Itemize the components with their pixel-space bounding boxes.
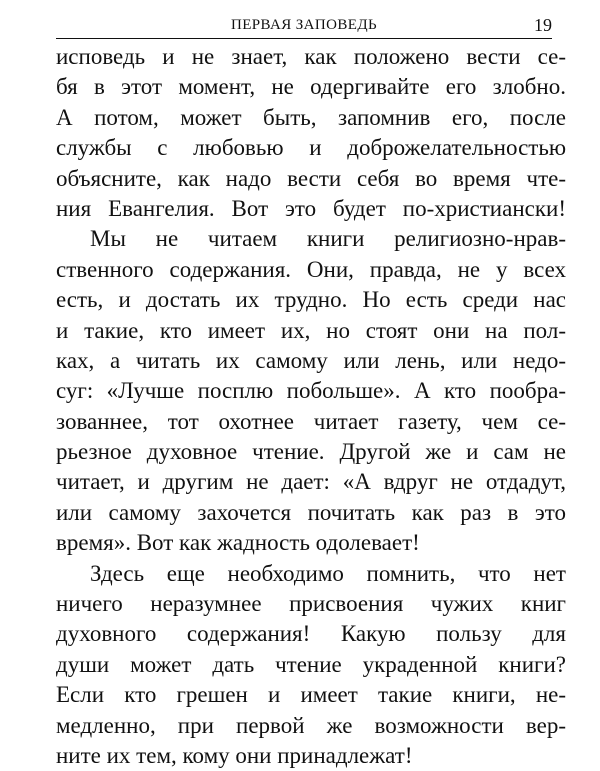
text-line: бя в этот момент, не одергивайте его злобно.	[56, 74, 566, 100]
text-line: или самому захочется почитать как раз в это	[56, 499, 566, 525]
header-rule	[56, 38, 552, 39]
paragraph-2	[56, 224, 566, 558]
text-line: А потом, может быть, запомнив его, после	[56, 104, 566, 130]
text-line: службы с любовью и доброжелательностью	[56, 135, 566, 161]
text-line: духовного содержания! Какую пользу для	[56, 621, 566, 647]
text-line: ните их тем, кому они принадлежат!	[56, 742, 413, 768]
text-line: рьезное духовное чтение. Другой же и сам не	[56, 439, 566, 465]
text-line: есть, и достать их трудно. Но есть среди нас	[56, 287, 566, 313]
page-number: 19	[534, 15, 552, 35]
text-line: зованнее, тот охотнее читает газету, чем се-	[56, 408, 566, 434]
text-line: Мы не читаем книги религиозно-нрав-	[90, 226, 566, 252]
text-line: ках, а читать их самому или лень, или недо-	[56, 347, 566, 373]
text-line: Если кто грешен и имеет такие книги, не-	[56, 682, 566, 708]
text-line: души может дать чтение украденной книги?	[56, 651, 566, 677]
text-line: объясните, как надо вести себя во время чте-	[56, 165, 566, 191]
running-header	[56, 12, 552, 38]
paragraph-1	[56, 42, 566, 224]
text-line: время». Вот как жадность одолевает!	[56, 530, 420, 556]
text-line: медленно, при первой же возможности вер-	[56, 712, 566, 738]
text-line: ния Евангелия. Вот это будет по-христиански!	[56, 195, 566, 221]
text-line: читает, и другим не дает: «А вдруг не отдадут,	[56, 469, 566, 495]
text-line: ничего неразумнее присвоения чужих книг	[56, 591, 566, 617]
body-text	[56, 42, 566, 771]
text-line: ственного содержания. Они, правда, не у всех	[56, 256, 566, 282]
text-line: Здесь еще необходимо помнить, что нет	[90, 560, 566, 586]
paragraph-3	[56, 559, 566, 771]
running-title: ПЕРВАЯ ЗАПОВЕДЬ	[230, 17, 377, 33]
text-line: исповедь и не знает, как положено вести се-	[56, 44, 566, 69]
text-line: и такие, кто имеет их, но стоят они на пол-	[56, 317, 566, 343]
text-line: суг: «Лучше посплю побольше». А кто пообра-	[56, 378, 566, 404]
